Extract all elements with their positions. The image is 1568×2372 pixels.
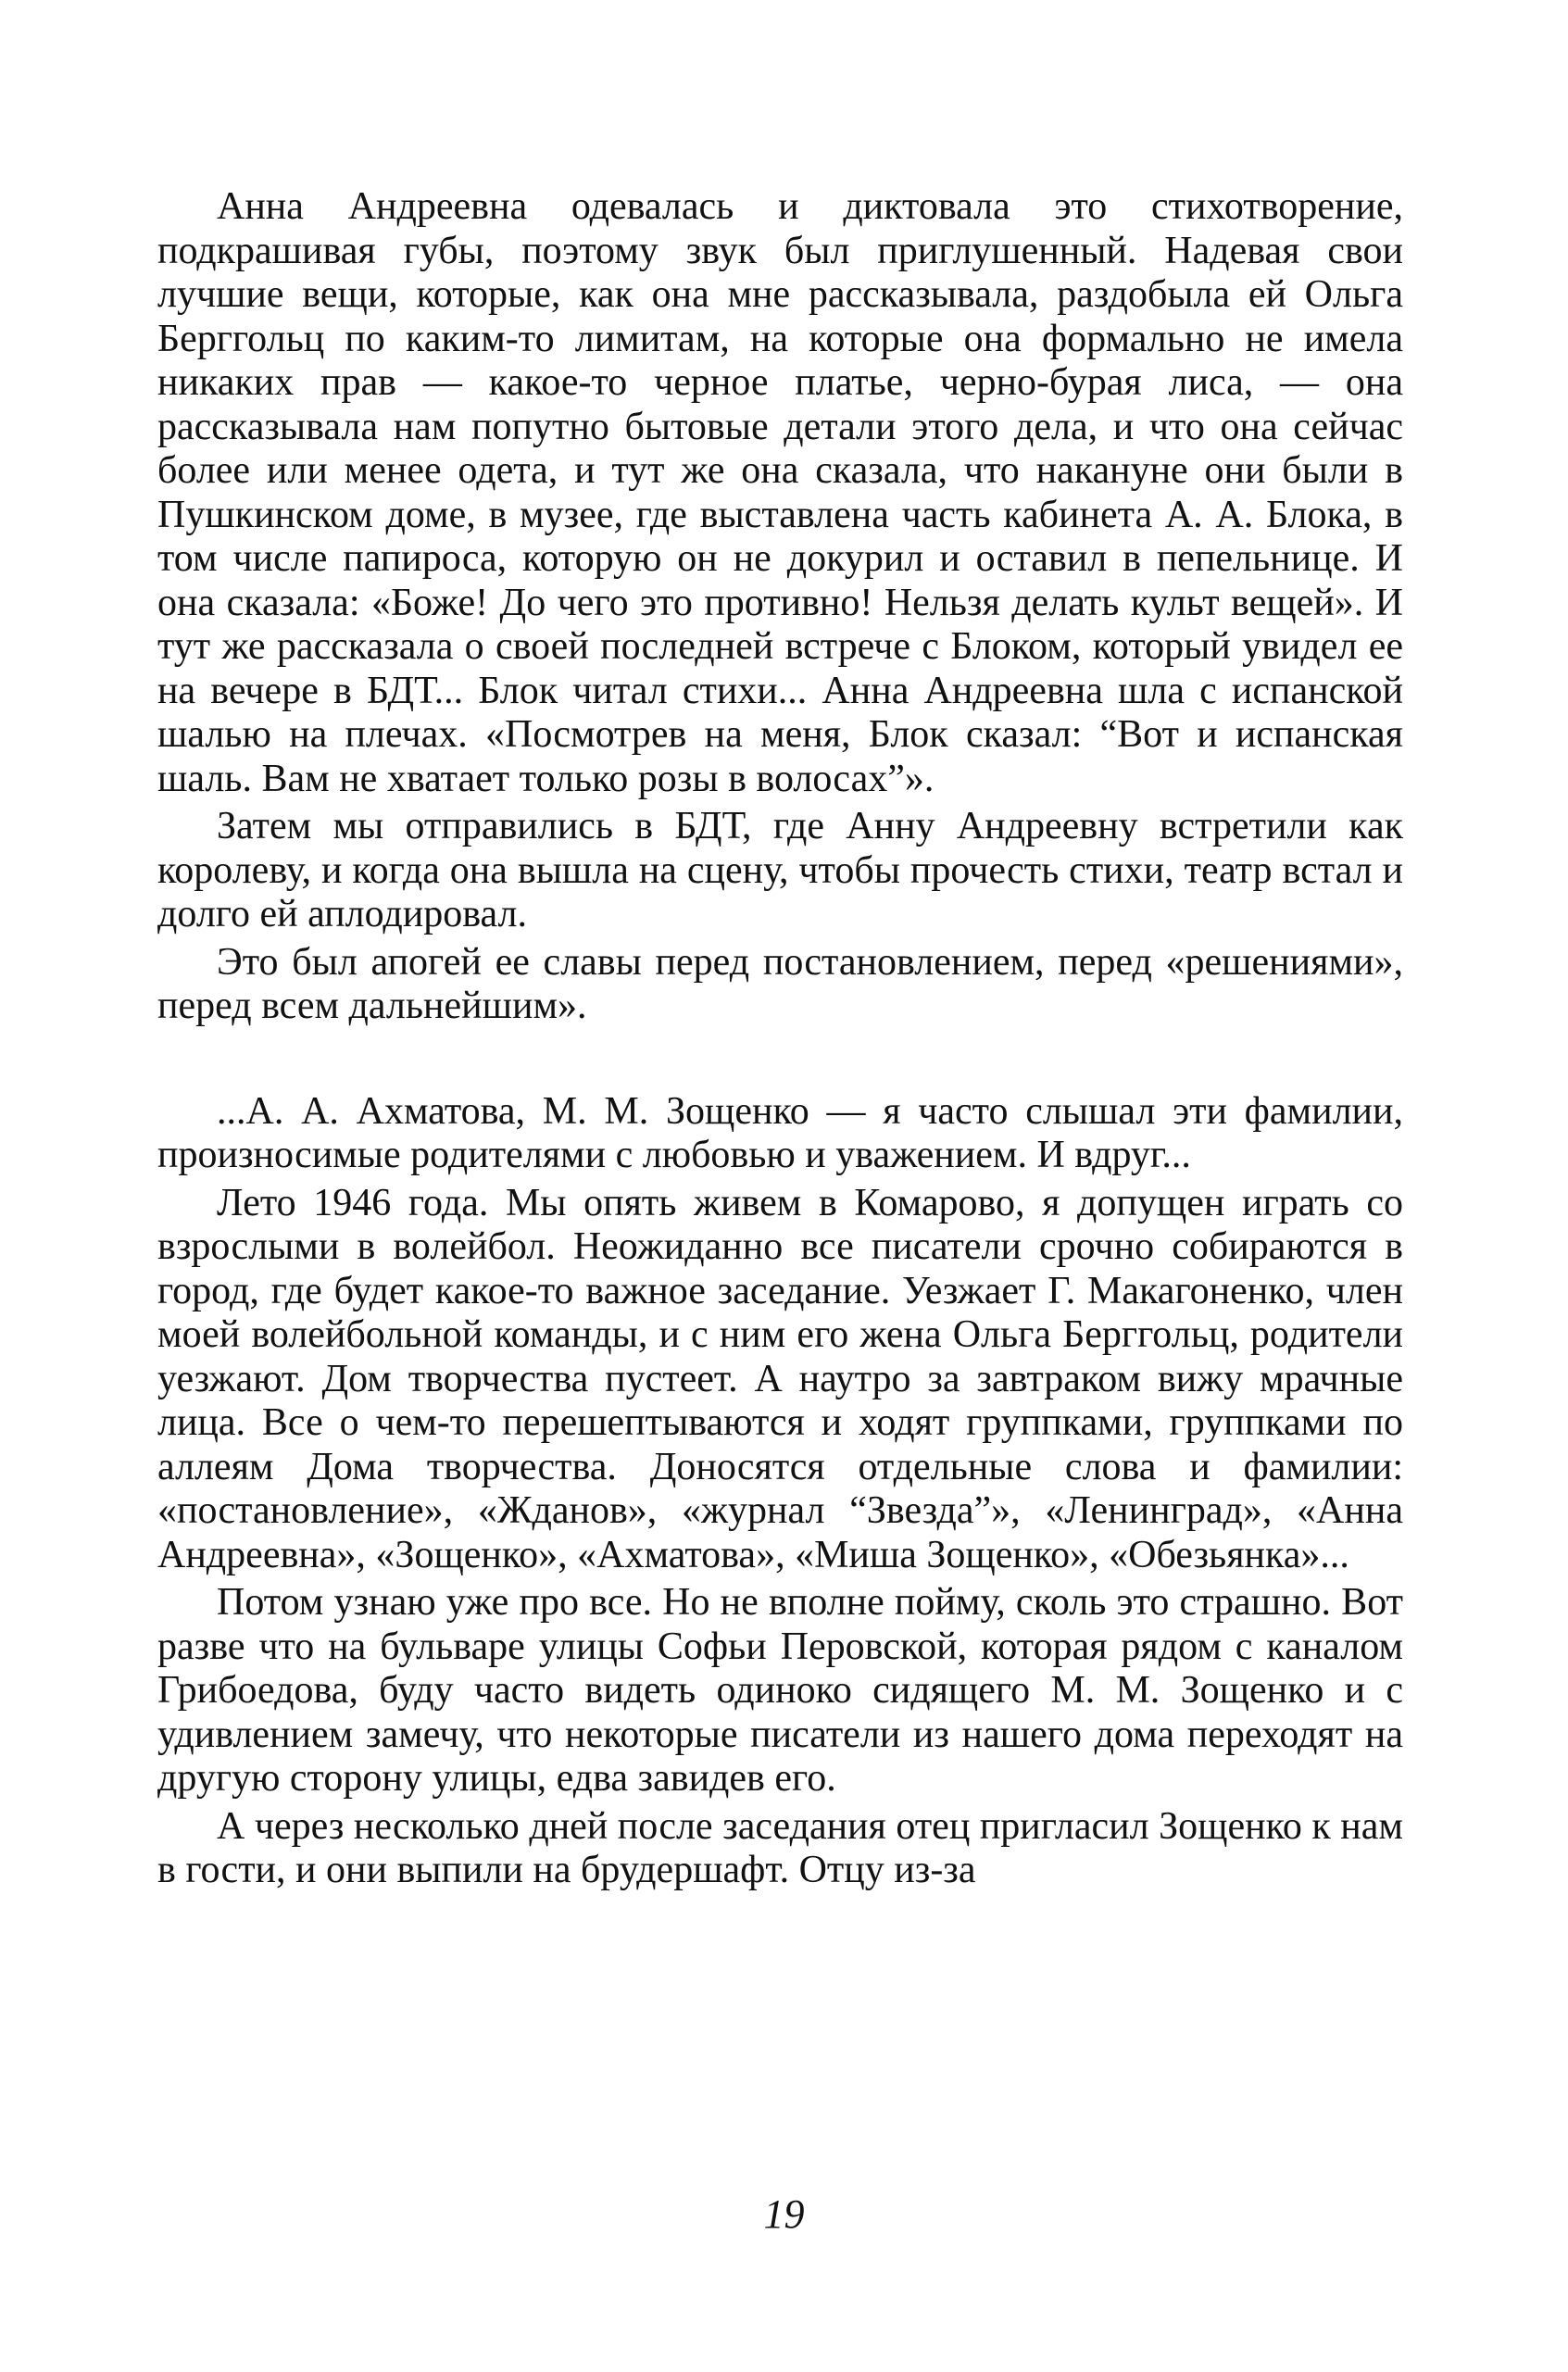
- paragraph: Лето 1946 года. Мы опять живем в Комарово, я допущен играть со взрослыми в волейбол. Неожиданно все писатели срочно собираются в город, где будет какое-то важное заседание. Уезжает Г. Макагоненко, член моей волейбольной команды, и с ним его жена Ольга Берггольц, родители уезжают. Дом творчества пустеет. А наутро за завтраком вижу мрачные лица. Все о чем-то перешептываются и ходят группками, группками по аллеям Дома творчества. Доносятся отдельные слова и фамилии: «постановление», «Жданов», «журнал “Звезда”», «Ленинград», «Анна Андреевна», «Зощенко», «Ахматова», «Миша Зощенко», «Обезьянка»...: [157, 1181, 1403, 1576]
- paragraph: Потом узнаю уже про все. Но не вполне пойму, сколь это страшно. Вот разве что на бульваре улицы Софьи Перовской, которая рядом с каналом Грибоедова, буду часто видеть одиноко сидящего М. М. Зощенко и с удивлением замечу, что некоторые писатели из нашего дома переходят на другую сторону улицы, едва завидев его.: [157, 1581, 1403, 1800]
- body-text: [157, 185, 1403, 1897]
- paragraph: Анна Андреевна одевалась и диктовала это стихотворение, подкрашивая губы, поэтому звук был приглушенный. Надевая свои лучшие вещи, которые, как она мне рассказывала, раздобыла ей Ольга Берггольц по каким-то лимитам, на которые она формально не имела никаких прав — какое-то черное платье, черно-бурая лиса, — она рассказывала нам попутно бытовые детали этого дела, и что она сейчас более или менее одета, и тут же она сказала, что накануне они были в Пушкинском доме, в музее, где выставлена часть кабинета А. А. Блока, в том числе папироса, которую он не докурил и оставил в пепельнице. И она сказала: «Боже! До чего это противно! Нельзя делать культ вещей». И тут же рассказала о своей последней встрече с Блоком, который увидел ее на вечере в БДТ... Блок читал стихи... Анна Андреевна шла с испанской шалью на плечах. «Посмотрев на меня, Блок сказал: “Вот и испанская шаль. Вам не хватает только розы в волосах”».: [157, 185, 1403, 800]
- paragraph: Затем мы отправились в БДТ, где Анну Андреевну встретили как королеву, и когда она вышла на сцену, чтобы прочесть стихи, театр встал и долго ей аплодировал.: [157, 805, 1403, 935]
- page-number: 19: [763, 2191, 805, 2237]
- paragraph: Это был апогей ее славы перед постановлением, перед «решениями», перед всем дальнейшим».: [157, 940, 1403, 1027]
- section-break: [157, 1033, 1403, 1090]
- paragraph: ...А. А. Ахматова, М. М. Зощенко — я часто слышал эти фамилии, произносимые родителями с любовью и уважением. И вдруг...: [157, 1089, 1403, 1176]
- paragraph: А через несколько дней после заседания отец пригласил Зощенко к нам в гости, и они выпили на брудершафт. Отцу из-за: [157, 1804, 1403, 1891]
